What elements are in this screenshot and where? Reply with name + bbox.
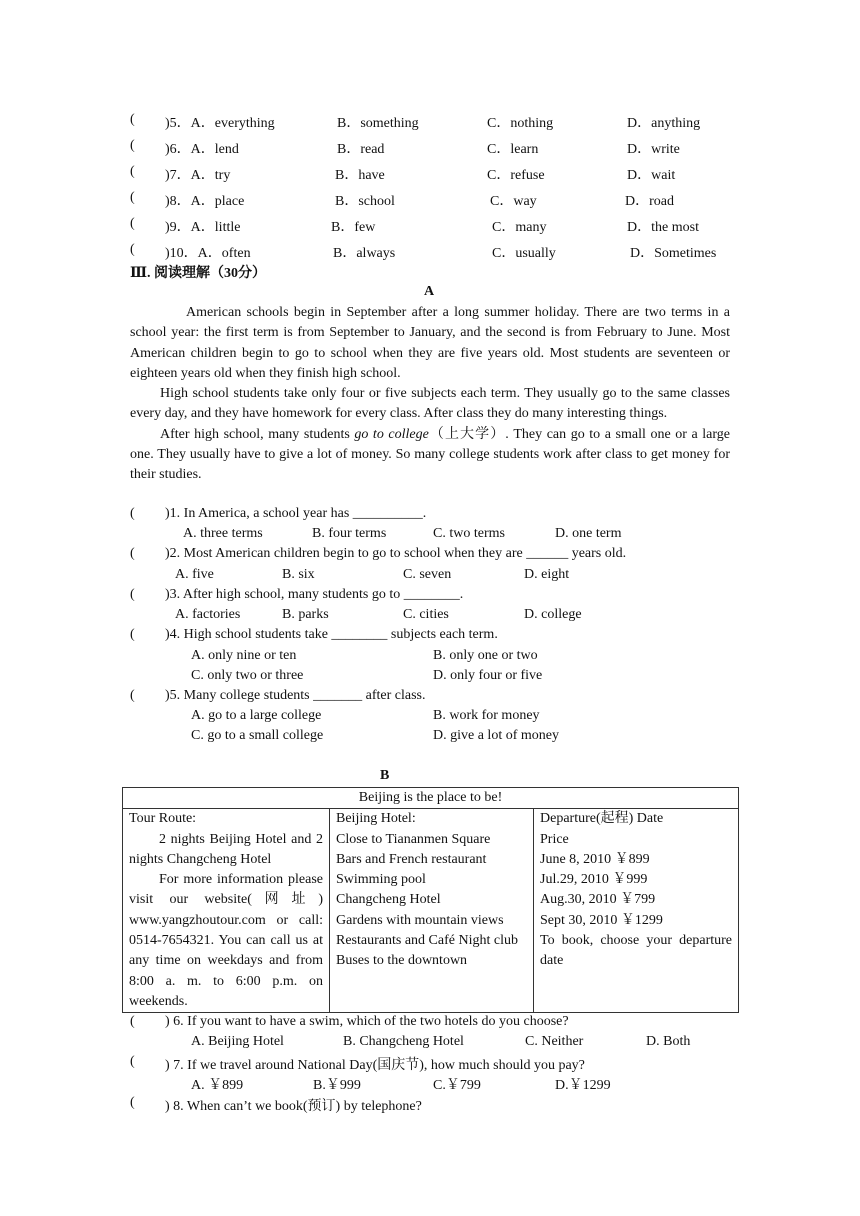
option-b: B. only one or two bbox=[433, 648, 538, 663]
option-d: D. Both bbox=[646, 1034, 691, 1049]
hotel-line: Swimming pool bbox=[336, 872, 426, 888]
answer-paren[interactable]: ( bbox=[130, 112, 135, 127]
departure-cell bbox=[534, 809, 739, 1013]
answer-paren[interactable]: ( bbox=[130, 190, 135, 205]
hotel-line: Buses to the downtown bbox=[336, 953, 468, 969]
option-d: D. college bbox=[524, 607, 582, 622]
option-c: C．usually bbox=[492, 246, 556, 261]
answer-paren[interactable]: ( bbox=[130, 1054, 135, 1069]
answer-paren[interactable]: ( bbox=[130, 587, 135, 602]
hotel-line: Close to Tiananmen Square bbox=[336, 831, 491, 847]
option-d: D. one term bbox=[555, 526, 622, 541]
option-a: A. five bbox=[175, 567, 214, 582]
hotel-line: Gardens with mountain views bbox=[336, 912, 504, 928]
tour-contact-text: For more information please visit our website(网址) www.yangzhoutour.com or call: 0514-7654321. You can call us at any time on weekdays and from 8:00 a. m. to 6:00 p.m. on weekends. bbox=[129, 872, 323, 1009]
section-title: Ⅲ. 阅读理解（30分） bbox=[130, 266, 267, 281]
passage-a-label: A bbox=[424, 284, 435, 299]
tour-route-text: 2 nights Beijing Hotel and 2 nights Changcheng Hotel bbox=[129, 831, 323, 867]
question-stem: ) 7. If we travel around National Day(国庆节), how much should you pay? bbox=[165, 1058, 585, 1073]
option-b: B. work for money bbox=[433, 708, 540, 723]
option-c: C. only two or three bbox=[191, 668, 304, 683]
option-b: B．few bbox=[331, 220, 376, 235]
option-c: C. go to a small college bbox=[191, 728, 324, 743]
option-d: D．wait bbox=[627, 168, 676, 183]
option-b: B．always bbox=[333, 246, 396, 261]
departure-line: June 8, 2010 ￥899 bbox=[540, 851, 650, 867]
option-b: B．school bbox=[335, 194, 395, 209]
answer-paren[interactable]: ( bbox=[130, 1014, 135, 1029]
tour-table bbox=[122, 787, 739, 1013]
question-stem: )4. High school students take ________ subjects each term. bbox=[165, 627, 498, 642]
option-b: B．have bbox=[335, 168, 385, 183]
answer-paren[interactable]: ( bbox=[130, 688, 135, 703]
answer-paren[interactable]: ( bbox=[130, 242, 135, 257]
answer-paren[interactable]: ( bbox=[130, 506, 135, 521]
option-c: C．way bbox=[490, 194, 537, 209]
option-c: C.￥799 bbox=[433, 1078, 481, 1093]
option-b: B. Changcheng Hotel bbox=[343, 1034, 464, 1049]
hotel-line: Restaurants and Café Night club bbox=[336, 933, 518, 949]
departure-line: Jul.29, 2010 ￥999 bbox=[540, 872, 648, 888]
departure-line: Sept 30, 2010 ￥1299 bbox=[540, 912, 663, 928]
departure-note: To book, choose your departure date bbox=[540, 933, 732, 969]
option-b: B. four terms bbox=[312, 526, 387, 541]
answer-paren[interactable]: ( bbox=[130, 138, 135, 153]
cloze-item: )6．A．lend bbox=[165, 142, 239, 157]
option-a: A. Beijing Hotel bbox=[191, 1034, 284, 1049]
option-a: A. factories bbox=[175, 607, 241, 622]
option-a: A. ￥899 bbox=[191, 1078, 244, 1093]
passage-a-paragraph-1: American schools begin in September after a long summer holiday. There are two terms in a school year: the first term is from September to January, and the second is from February to June. Most American children begin to go to school when they are five years old. Most students are seventeen or eighteen years old when they finish high school. bbox=[130, 305, 730, 381]
hotel-line: Changcheng Hotel bbox=[336, 892, 441, 908]
option-c: C．many bbox=[492, 220, 547, 235]
passage-a-paragraph-2: High school students take only four or five subjects each term. They usually go to the same classes every day, and they have homework for every class. After class they do many interesting things. bbox=[130, 386, 730, 422]
option-c: C. two terms bbox=[433, 526, 505, 541]
answer-paren[interactable]: ( bbox=[130, 1095, 135, 1110]
passage-a bbox=[130, 303, 730, 486]
option-d: D. only four or five bbox=[433, 668, 543, 683]
option-d: D. eight bbox=[524, 567, 570, 582]
hotel-line: Bars and French restaurant bbox=[336, 851, 487, 867]
option-a: A. three terms bbox=[183, 526, 263, 541]
hotel-line: Beijing Hotel: bbox=[336, 811, 416, 827]
cloze-item: )7．A．try bbox=[165, 168, 231, 183]
option-b: B. six bbox=[282, 567, 315, 582]
departure-line: Price bbox=[540, 831, 569, 847]
departure-line: Aug.30, 2010 ￥799 bbox=[540, 892, 656, 908]
option-b: B.￥999 bbox=[313, 1078, 361, 1093]
option-b: B. parks bbox=[282, 607, 329, 622]
tour-route-heading: Tour Route: bbox=[129, 811, 197, 827]
question-stem: ) 8. When can’t we book(预订) by telephone? bbox=[165, 1099, 422, 1114]
option-d: D. give a lot of money bbox=[433, 728, 559, 743]
option-d: D．the most bbox=[627, 220, 699, 235]
option-b: B．read bbox=[337, 142, 385, 157]
option-b: B．something bbox=[337, 116, 419, 131]
answer-paren[interactable]: ( bbox=[130, 164, 135, 179]
question-stem: )3. After high school, many students go to ________. bbox=[165, 587, 464, 602]
question-stem: ) 6. If you want to have a swim, which of the two hotels do you choose? bbox=[165, 1014, 569, 1029]
cloze-item: )10．A．often bbox=[165, 246, 251, 261]
answer-paren[interactable]: ( bbox=[130, 627, 135, 642]
cloze-item: )5．A．everything bbox=[165, 116, 275, 131]
option-d: D．road bbox=[625, 194, 675, 209]
option-d: D．Sometimes bbox=[630, 246, 717, 261]
option-a: A. go to a large college bbox=[191, 708, 322, 723]
option-c: C．learn bbox=[487, 142, 539, 157]
option-d: D．anything bbox=[627, 116, 701, 131]
table-title: Beijing is the place to be! bbox=[123, 788, 739, 809]
answer-paren[interactable]: ( bbox=[130, 546, 135, 561]
departure-line: Departure(起程) Date bbox=[540, 811, 664, 827]
cloze-item: )8．A．place bbox=[165, 194, 245, 209]
question-stem: )5. Many college students _______ after class. bbox=[165, 688, 426, 703]
cloze-item: )9．A．little bbox=[165, 220, 241, 235]
passage-a-paragraph-3: After high school, many students go to college（上大学）. They can go to a small one or a large one. They usually have to give a lot of money. So many college students work after class to get money for their studies. bbox=[130, 426, 730, 483]
option-d: D.￥1299 bbox=[555, 1078, 611, 1093]
option-d: D．write bbox=[627, 142, 680, 157]
question-stem: )2. Most American children begin to go to school when they are ______ years old. bbox=[165, 546, 627, 561]
passage-b-label: B bbox=[380, 768, 390, 783]
answer-paren[interactable]: ( bbox=[130, 216, 135, 231]
option-c: C．nothing bbox=[487, 116, 554, 131]
option-a: A. only nine or ten bbox=[191, 648, 297, 663]
question-stem: )1. In America, a school year has __________. bbox=[165, 506, 427, 521]
option-c: C. Neither bbox=[525, 1034, 584, 1049]
option-c: C．refuse bbox=[487, 168, 545, 183]
tour-route-cell bbox=[123, 809, 330, 1013]
option-c: C. seven bbox=[403, 567, 452, 582]
hotel-cell bbox=[330, 809, 534, 1013]
option-c: C. cities bbox=[403, 607, 449, 622]
